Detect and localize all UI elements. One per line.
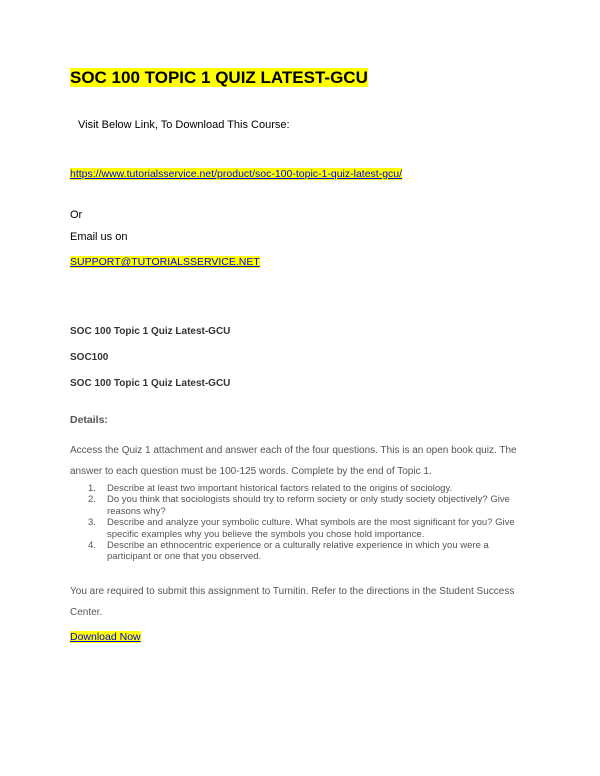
list-item (88, 494, 528, 517)
question-number: 4. (88, 540, 96, 552)
download-now-link[interactable]: Download Now (70, 631, 141, 643)
or-text: Or (70, 209, 83, 221)
question-number: 2. (88, 494, 96, 506)
course-url-link[interactable]: https://www.tutorialsservice.net/product/soc-100-topic-1-quiz-latest-gcu/ (70, 168, 403, 180)
list-item (88, 540, 528, 563)
list-item (88, 483, 528, 494)
download-line (70, 627, 141, 645)
support-email-line (70, 252, 260, 270)
question-text: Describe and analyze your symbolic culture. What symbols are the most significant for you? Give specific examples why you believe the symbols you chose hold importance. (107, 517, 515, 540)
question-list (88, 483, 528, 563)
support-email-link[interactable]: SUPPORT@TUTORIALSSERVICE.NET (70, 256, 260, 268)
page-title (70, 68, 368, 88)
course-heading: SOC 100 Topic 1 Quiz Latest-GCU (70, 326, 231, 337)
course-heading-repeat: SOC 100 Topic 1 Quiz Latest-GCU (70, 378, 231, 389)
course-url-line (70, 164, 402, 182)
question-number: 3. (88, 517, 96, 529)
question-number: 1. (88, 483, 96, 494)
question-text: Describe at least two important historical factors related to the origins of sociology. (107, 483, 453, 494)
details-label: Details: (70, 414, 108, 426)
list-item (88, 517, 528, 540)
closing-paragraph: You are required to submit this assignment to Turnitin. Refer to the directions in the Student Success Center. (70, 586, 515, 618)
page-title-text: SOC 100 TOPIC 1 QUIZ LATEST-GCU (70, 68, 368, 87)
course-code: SOC100 (70, 352, 109, 363)
visit-instruction: Visit Below Link, To Download This Course: (78, 119, 290, 131)
intro-paragraph: Access the Quiz 1 attachment and answer each of the four questions. This is an open book quiz. The answer to each question must be 100-125 words. Complete by the end of Topic 1. (70, 445, 517, 477)
email-label: Email us on (70, 231, 128, 243)
question-text: Do you think that sociologists should try to reform society or only study society objectively? Give reasons why? (107, 494, 510, 517)
question-text: Describe an ethnocentric experience or a culturally relative experience in which you were a participant or one that you observed. (107, 540, 489, 563)
